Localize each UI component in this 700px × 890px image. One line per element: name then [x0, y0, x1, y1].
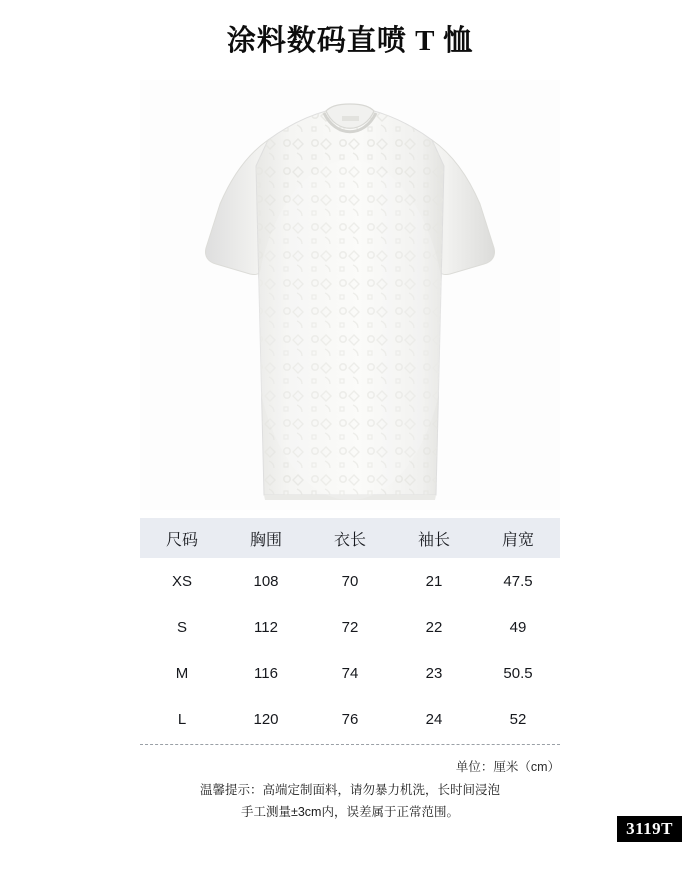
column-header-length: 衣长: [308, 518, 392, 558]
table-row: [140, 558, 560, 604]
cell-sleeve: 23: [392, 650, 476, 696]
cell-shoulder: 50.5: [476, 650, 560, 696]
cell-shoulder: 47.5: [476, 558, 560, 604]
cell-length: 70: [308, 558, 392, 604]
cell-chest: 108: [224, 558, 308, 604]
table-row: [140, 696, 560, 742]
table-row: [140, 604, 560, 650]
cell-size: M: [140, 650, 224, 696]
product-code-badge: 3119T: [617, 816, 682, 842]
column-header-chest: 胸围: [224, 518, 308, 558]
column-header-sleeve: 袖长: [392, 518, 476, 558]
dashed-divider: [140, 744, 560, 745]
cell-shoulder: 49: [476, 604, 560, 650]
cell-sleeve: 22: [392, 604, 476, 650]
care-tips-line-1: 温馨提示：高端定制面料，请勿暴力机洗，长时间浸泡: [199, 783, 500, 797]
cell-length: 72: [308, 604, 392, 650]
cell-size: L: [140, 696, 224, 742]
column-header-size: 尺码: [140, 518, 224, 558]
size-table: [140, 518, 560, 742]
cell-shoulder: 52: [476, 696, 560, 742]
table-row: [140, 650, 560, 696]
cell-size: S: [140, 604, 224, 650]
tshirt-illustration: [140, 80, 560, 510]
cell-chest: 116: [224, 650, 308, 696]
cell-length: 76: [308, 696, 392, 742]
page-title: 涂料数码直喷 T 恤: [226, 25, 474, 57]
unit-note: 单位：厘米（cm）: [455, 760, 560, 774]
cell-sleeve: 21: [392, 558, 476, 604]
cell-chest: 112: [224, 604, 308, 650]
table-header-row: [140, 518, 560, 558]
product-image: [140, 80, 560, 510]
care-tips: [0, 779, 700, 823]
care-tips-line-2: 手工测量±3cm内，误差属于正常范围。: [241, 805, 459, 819]
cell-sleeve: 24: [392, 696, 476, 742]
cell-length: 74: [308, 650, 392, 696]
cell-chest: 120: [224, 696, 308, 742]
column-header-shoulder: 肩宽: [476, 518, 560, 558]
cell-size: XS: [140, 558, 224, 604]
